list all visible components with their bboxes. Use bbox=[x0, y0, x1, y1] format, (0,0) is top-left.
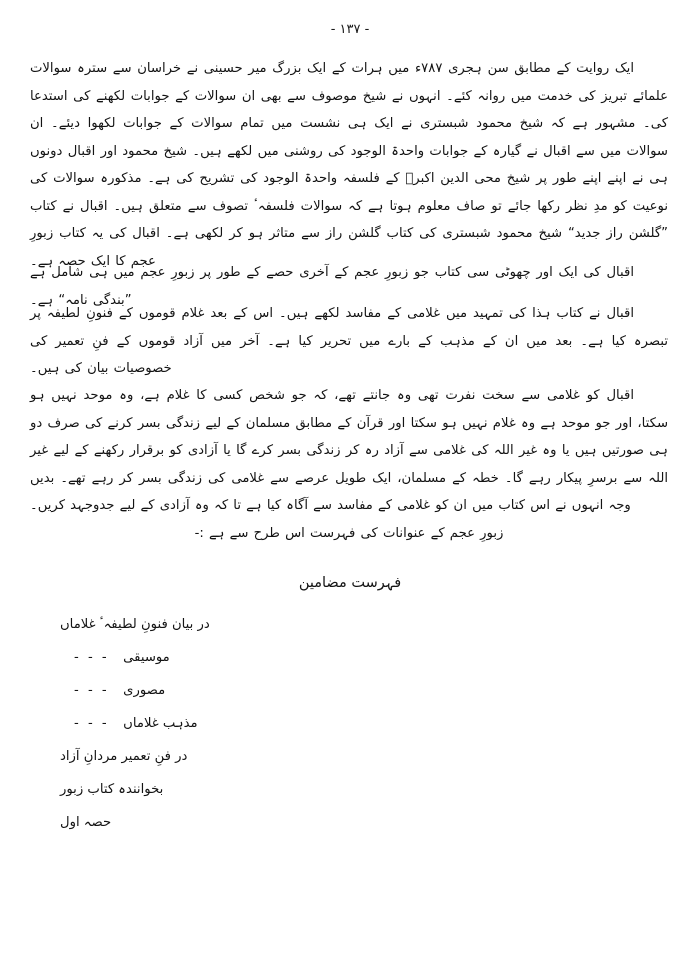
toc-entry-label: در بیان فنونِ لطیفہٴ غلاماں bbox=[60, 617, 210, 632]
paragraph-4: اقبال کو غلامی سے سخت نفرت تھی وہ جانتے تھے، کہ جو شخص کسی کا غلام ہے، وہ موحد نہیں ہو سکتا، اور جو موحد ہے وہ غلام نہیں ہو سکتا اور قرآن کے مطابق مسلمان کے لیے زندگی بسر کرنے کی صرف دو ہی صورتیں ہیں یا وہ غیر اللہ کی غلامی سے آزاد رہ کر زندگی بسر کرے گا یا آزادی کو برقرار رکھنے کے لیے غیر اللہ سے برسرِ پیکار رہے گا۔ خطہ کے مسلمان، ایک طویل عرصے سے غلامی کی زندگی بسر کر رہے تھے۔ بدیں وجہ انہوں نے اس کتاب میں ان کو غلامی کے مفاسد سے آگاہ کیا ہے تا کہ وہ آزادی کے لیے جدوجہد کریں۔ bbox=[30, 388, 668, 513]
toc-entry[interactable] bbox=[0, 707, 700, 740]
toc-entry-row bbox=[0, 773, 700, 806]
toc-entry[interactable] bbox=[0, 806, 700, 839]
toc-entry-row bbox=[0, 641, 700, 674]
toc-heading: فہرست مضامین bbox=[298, 575, 402, 591]
toc-entry-label: بخوانندہ کتاب زبور bbox=[60, 782, 164, 797]
toc-dash-leader: - - - bbox=[74, 650, 110, 665]
toc-intro-line: زبورِ عجم کے عنوانات کی فہرست اس طرح سے ہے :- bbox=[194, 526, 504, 541]
toc-entry-label: مصوری bbox=[123, 683, 166, 698]
toc-entry[interactable] bbox=[0, 641, 700, 674]
page-number: - ۱۳۷ - bbox=[330, 22, 370, 37]
toc-list bbox=[0, 608, 700, 839]
paragraph-2: اقبال کی ایک اور چھوٹی سی کتاب جو زبورِ عجم کے آخری حصے کے طور پر زبورِ عجم میں ہی شامل ہے ”بندگی نامہ“ ہے۔ bbox=[30, 265, 634, 308]
toc-entry-label: در فنِ تعمیر مردانِ آزاد bbox=[60, 749, 188, 764]
toc-entry[interactable] bbox=[0, 608, 700, 641]
toc-entry-row bbox=[0, 806, 700, 839]
toc-dash-leader: - - - bbox=[74, 683, 110, 698]
toc-entry-label: موسیقی bbox=[123, 650, 170, 665]
paragraph-3: اقبال نے کتاب ہذا کی تمہید میں غلامی کے مفاسد لکھے ہیں۔ اس کے بعد غلام قوموں کے فنونِ لطیفہ پر تبصرہ کیا ہے۔ بعد میں ان کے مذہب کے بارے میں تحریر کیا ہے۔ آخر میں آزاد قوموں کے فنِ تعمیر کی خصوصیات بیان کی ہیں۔ bbox=[30, 306, 668, 376]
toc-entry[interactable] bbox=[0, 740, 700, 773]
paragraph-1: ایک روایت کے مطابق سن ہجری ۷۸۷ء میں ہرات کے ایک بزرگ میر حسینی نے خراسان سے سترہ سوالات علمائے تبریز کی خدمت میں روانہ کئے۔ انہوں نے شیخ موصوف سے بھی ان سوالات کے جوابات لکھنے کی استدعا کی۔ مشہور ہے کہ شیخ محمود شبستری نے ایک ہی نشست میں تمام سوالات کے جوابات لکھوا دیئے۔ ان سوالات میں سے اقبال نے گیارہ کے جوابات واحدۃ الوجود کی روشنی میں لکھے ہیں۔ شیخ محمود اور اقبال دونوں ہی نے اپنے اپنے طور پر شیخ محی الدین اکبرؒ کے فلسفہ واحدۃ الوجود کی تشریح کی ہے۔ مذکورہ سوالات کی نوعیت کو مدِ نظر رکھا جائے تو صاف معلوم ہوتا ہے کہ سوالات فلسفہٴ تصوف سے متعلق ہیں۔ اقبال نے کتاب ”گلشن راز جدید“ شیخ محمود شبستری کی کتاب گلشن راز سے متاثر ہو کر لکھی ہے۔ اقبال کی یہ کتاب زبورِ عجم کا ایک حصہ ہے۔ bbox=[30, 61, 668, 269]
toc-entry-label: مذہب غلاماں bbox=[123, 716, 198, 731]
toc-entry-row bbox=[0, 608, 700, 641]
toc-entry-label: حصہ اول bbox=[60, 815, 112, 830]
toc-dash-leader: - - - bbox=[74, 716, 110, 731]
toc-entry[interactable] bbox=[0, 674, 700, 707]
toc-entry-row bbox=[0, 740, 700, 773]
toc-entry-row bbox=[0, 707, 700, 740]
toc-entry[interactable] bbox=[0, 773, 700, 806]
toc-entry-row bbox=[0, 674, 700, 707]
table-of-contents bbox=[0, 570, 700, 839]
